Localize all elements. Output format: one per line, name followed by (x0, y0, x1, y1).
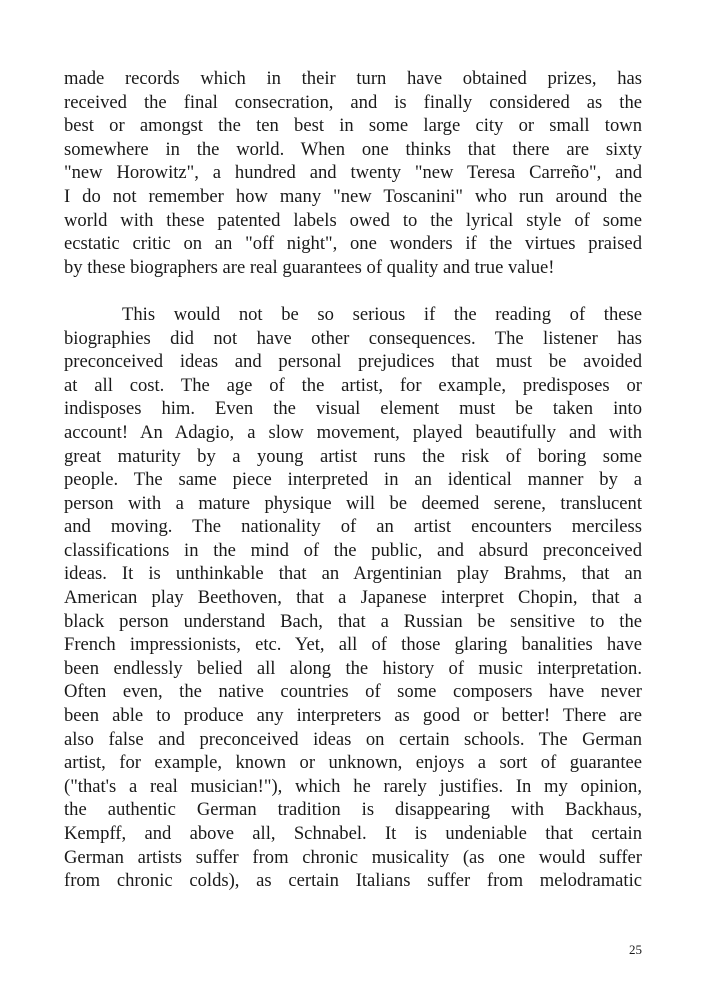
text-line: received the final consecration, and is finally considered as the (64, 91, 642, 113)
text-line: German artists suffer from chronic musicality (as one would suffer (64, 846, 642, 868)
text-line: great maturity by a young artist runs the risk of boring some (64, 445, 642, 467)
text-line: been endlessly belied all along the history of music interpretation. (64, 657, 642, 679)
text-line: indisposes him. Even the visual element must be taken into (64, 398, 642, 420)
text-line: the authentic German tradition is disappearing with Backhaus, (64, 799, 642, 821)
text-line: Often even, the native countries of some composers have never (64, 681, 642, 703)
text-line: I do not remember how many "new Toscanini" who run around the (64, 185, 642, 207)
text-line: biographies did not have other consequences. The listener has (64, 327, 642, 349)
text-line: made records which in their turn have obtained prizes, has (64, 68, 642, 89)
text-line: somewhere in the world. When one thinks that there are sixty (64, 138, 642, 160)
text-line: ideas. It is unthinkable that an Argentinian play Brahms, that an (64, 563, 642, 585)
text-line: people. The same piece interpreted in an identical manner by a (64, 469, 642, 491)
text-line: ecstatic critic on an "off night", one wonders if the virtues praised (64, 233, 642, 255)
text-line: also false and preconceived ideas on certain schools. The German (64, 728, 642, 750)
page-number: 25 (629, 942, 642, 957)
text-line: ("that's a real musician!"), which he rarely justifies. In my opinion, (64, 775, 642, 797)
text-line: American play Beethoven, that a Japanese interpret Chopin, that a (64, 587, 642, 609)
text-line: from chronic colds), as certain Italians suffer from melodramatic (64, 870, 642, 892)
text-line: been able to produce any interpreters as good or better! There are (64, 705, 642, 727)
text-line: preconceived ideas and personal prejudices that must be avoided (64, 351, 642, 373)
text-line: best or amongst the ten best in some large city or small town (64, 115, 642, 137)
text-line: Kempff, and above all, Schnabel. It is undeniable that certain (64, 823, 642, 844)
text-line: This would not be so serious if the reading of these (122, 303, 642, 325)
text-line: French impressionists, etc. Yet, all of those glaring banalities have (64, 634, 642, 656)
text-line: artist, for example, known or unknown, enjoys a sort of guarantee (64, 752, 642, 774)
text-line: person with a mature physique will be deemed serene, translucent (64, 492, 642, 514)
text-line: at all cost. The age of the artist, for example, predisposes or (64, 374, 642, 396)
text-line: and moving. The nationality of an artist encounters merciless (64, 516, 642, 538)
text-line: classifications in the mind of the public, and absurd preconceived (64, 539, 642, 561)
paragraph-1 (64, 67, 642, 279)
text-line: world with these patented labels owed to the lyrical style of some (64, 209, 642, 231)
body-text (64, 67, 642, 893)
text-line: black person understand Bach, that a Russian be sensitive to the (64, 610, 642, 632)
paragraph-2 (64, 303, 642, 893)
text-line: by these biographers are real guarantees of quality and true value! (64, 256, 555, 278)
text-line: account! An Adagio, a slow movement, played beautifully and with (64, 421, 642, 443)
paragraph-spacer (64, 279, 642, 303)
text-line: "new Horowitz", a hundred and twenty "new Teresa Carreño", and (64, 162, 642, 184)
